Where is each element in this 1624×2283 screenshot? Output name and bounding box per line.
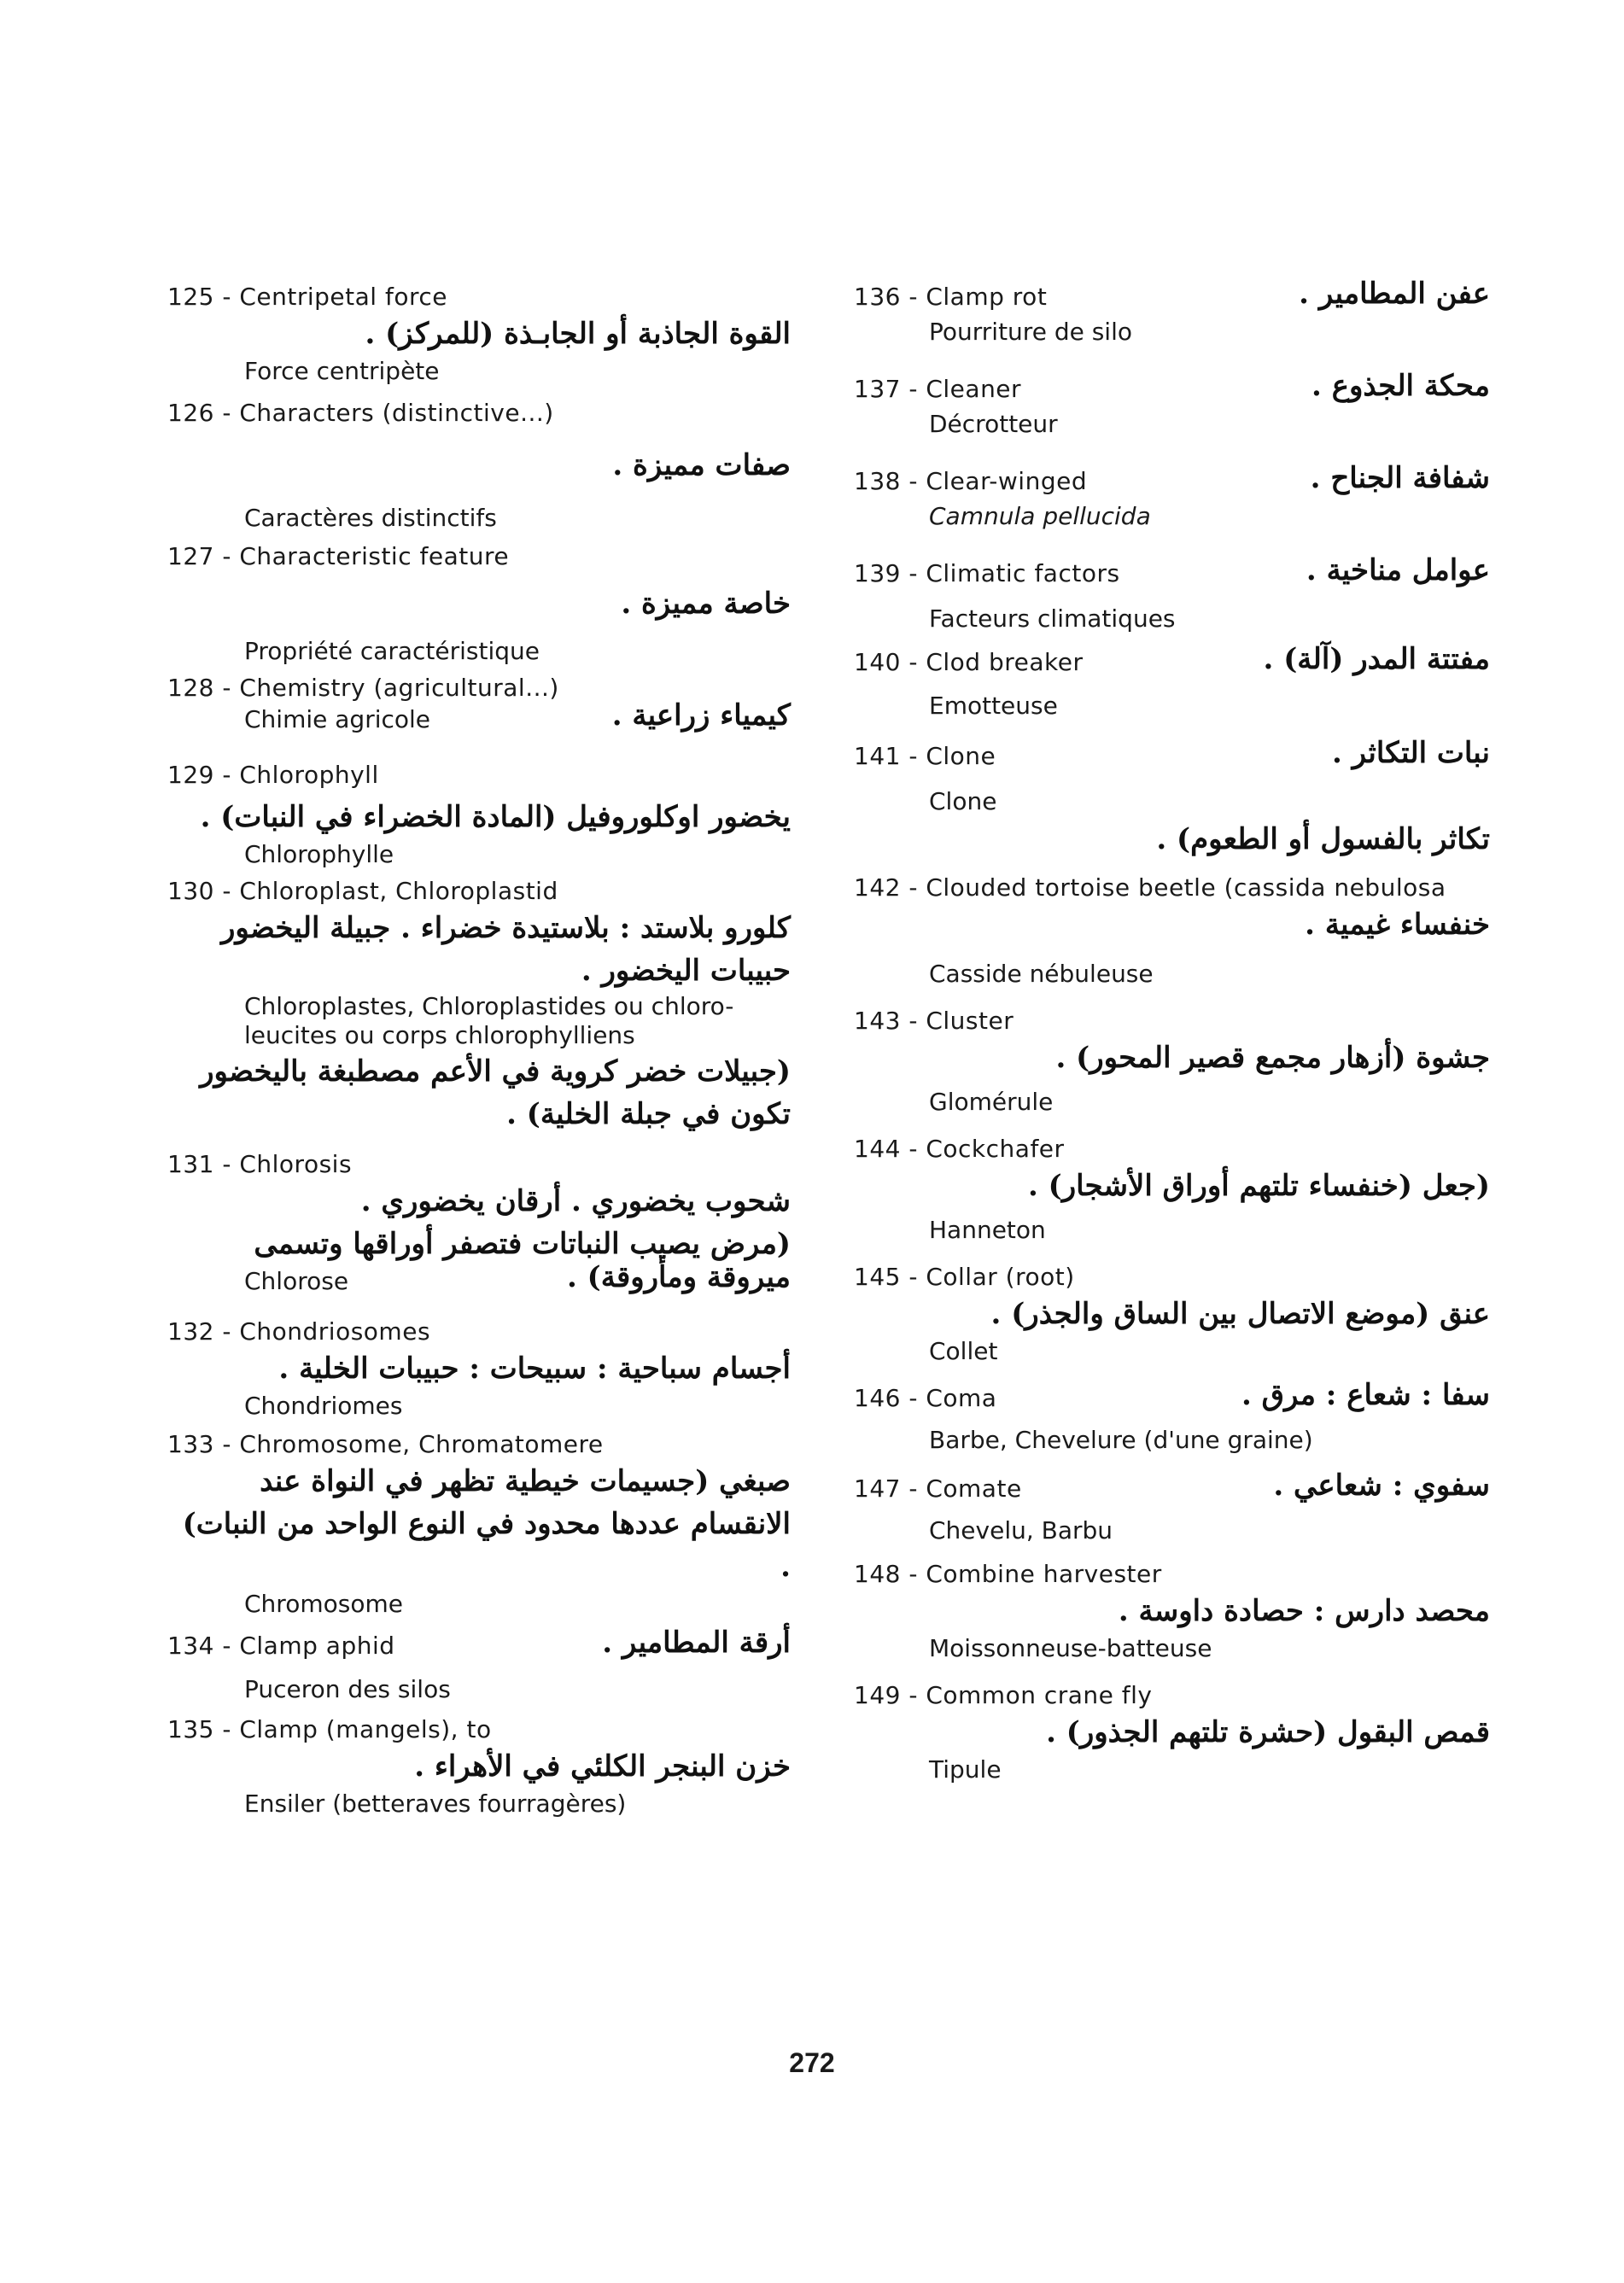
entry-139 [854,553,1490,635]
entry-french: Collet [929,1337,998,1365]
entry-140 [854,642,1490,722]
entry-142 [854,873,1490,990]
entry-french: Décrotteur [929,410,1058,438]
entry-arabic: صبغي (جسيمات خيطية تظهر في النواة عند الانقسام عددها محدود في النوع الواحد من النبات) . [182,1464,791,1584]
entry-term: 133 - Chromosome, Chromatomere [167,1430,604,1458]
entry-138-line [854,461,1490,500]
entry-131-line [167,1260,791,1303]
entry-term: 146 - Coma [854,1384,997,1412]
entry-arabic: سفوي : شعاعي . [1273,1468,1490,1503]
entry-147-line [854,1468,1490,1508]
entry-arabic: محصد دارس : حصادة داوسة . [1118,1594,1490,1628]
entry-french: Chloroplastes, Chloroplastides ou chloro-leucites ou corps chlorophylliens [244,992,734,1049]
entry-133 [167,1429,791,1620]
entry-french: Hanneton [929,1216,1046,1244]
entry-french: Glomérule [929,1088,1054,1116]
entry-term: 126 - Characters (distinctive...) [167,399,554,427]
entry-term: 145 - Collar (root) [854,1263,1075,1291]
entry-136 [854,277,1490,348]
entry-arabic: جشوة (أزهار مجمع قصير المحور) . [1055,1041,1490,1075]
entry-arabic: قمص البقول (حشرة تلتهم الجذور) . [1046,1715,1490,1749]
entry-french: Tipule [929,1755,1002,1784]
entry-126 [167,398,791,534]
entry-term: 128 - Chemistry (agricultural...) [167,674,559,702]
entry-144 [854,1134,1490,1247]
entry-term: 129 - Chlorophyll [167,761,379,789]
entry-french: Chimie agricole [244,705,431,733]
entry-french: Clone [929,787,997,815]
entry-term: 132 - Chondriosomes [167,1317,431,1346]
entry-french: Emotteuse [929,692,1058,720]
entry-128-line [167,698,791,741]
entry-arabic: محكة الجذوع . [1311,369,1490,403]
entry-arabic: يخضور اوكلوروفيل (المادة الخضراء في النبات) . [200,800,791,834]
entry-137 [854,369,1490,441]
entry-134 [167,1626,791,1706]
entry-arabic: عوامل مناخية . [1306,553,1490,587]
entry-130 [167,876,791,1136]
entry-french: Moissonneuse-batteuse [929,1634,1212,1662]
entry-arabic: عنق (موضع الاتصال بين الساق والجذر) . [990,1297,1490,1331]
entry-term: 142 - Clouded tortoise beetle (cassida nebulosa [854,873,1446,902]
entry-137-line [854,369,1490,408]
entry-term: 138 - Clear-winged [854,467,1088,495]
entry-term: 125 - Centripetal force [167,283,447,311]
entry-arabic: القوة الجاذبة أو الجابـذة (للمركز) . [365,317,791,351]
entry-arabic: خنفساء غيمية . [1305,908,1490,942]
entry-french: Ensiler (betteraves fourragères) [244,1790,627,1818]
entry-french: Facteurs climatiques [929,604,1176,633]
entry-arabic: كلورو بلاستد : بلاستيدة خضراء . جبيلة اليخضور حبيبات اليخضور . [220,911,791,988]
page-number: 272 [789,2047,835,2078]
entry-arabic: سفا : شعاع : مرق . [1241,1378,1490,1412]
entry-french: Puceron des silos [244,1675,451,1703]
entry-arabic-note: (جبيلات خضر كروية في الأعم مصطبغة باليخضور تكون في جبلة الخلية) . [200,1054,791,1131]
entry-term: 127 - Characteristic feature [167,542,510,570]
entry-134-line [167,1626,791,1665]
entry-french: Camnula pellucida [929,502,1151,530]
entry-term: 136 - Clamp rot [854,283,1048,311]
entry-french: Propriété caractéristique [244,637,540,665]
entry-138 [854,461,1490,533]
entry-term: 134 - Clamp aphid [167,1632,395,1660]
entry-french: Barbe, Chevelure (d'une graine) [929,1426,1313,1454]
entry-french: Force centripète [244,357,440,385]
entry-term: 149 - Common crane fly [854,1681,1153,1709]
entry-125 [167,282,791,388]
entry-term: 130 - Chloroplast, Chloroplastid [167,877,558,905]
entry-arabic: صفات مميزة . [612,448,791,482]
entry-149 [854,1680,1490,1786]
entry-french: Chondriomes [244,1392,403,1420]
entry-127 [167,541,791,668]
entry-129 [167,760,791,871]
entry-arabic: نبات التكاثر . [1331,736,1490,770]
entry-arabic: كيمياء زراعية . [611,698,791,733]
entry-141-line [854,736,1490,775]
entry-141 [854,736,1490,861]
entry-term: 144 - Cockchafer [854,1135,1065,1163]
entry-term: 148 - Combine harvester [854,1560,1162,1588]
entry-term: 140 - Clod breaker [854,648,1084,676]
entry-128 [167,673,791,741]
entry-term: 131 - Chlorosis [167,1150,353,1178]
entry-term: 141 - Clone [854,742,996,770]
entry-term: 147 - Comate [854,1474,1022,1503]
entry-arabic-note: تكاثر بالفسول أو الطعوم) . [1156,822,1490,856]
entry-arabic-note-end: ميروقة ومأروقة) . [566,1260,791,1294]
entry-french: Pourriture de silo [929,318,1132,346]
entry-term: 137 - Cleaner [854,375,1022,403]
entry-136-line [854,277,1490,316]
entry-french: Caractères distinctifs [244,504,497,532]
entry-131 [167,1149,791,1303]
entry-term: 143 - Cluster [854,1007,1014,1035]
entry-french: Casside nébuleuse [929,960,1154,988]
entry-french: Chlorose [244,1267,349,1295]
entry-135 [167,1714,791,1820]
entry-arabic: شفافة الجناح . [1310,461,1490,495]
entry-arabic: (جعل (خنفساء تلتهم أوراق الأشجار) . [1027,1169,1490,1203]
entry-146 [854,1378,1490,1457]
entry-146-line [854,1378,1490,1417]
entry-arabic: عفن المطامير . [1299,277,1490,311]
entry-french: Chromosome [244,1590,403,1618]
entry-148 [854,1559,1490,1665]
entry-arabic: مفتتة المدر (آلة) . [1263,642,1490,676]
entry-arabic-note: (مرض يصيب النباتات فتصفر أوراقها وتسمى [254,1227,791,1261]
entry-132 [167,1317,791,1422]
entry-145 [854,1262,1490,1368]
entry-139-line [854,553,1490,593]
entry-french: Chevelu, Barbu [929,1516,1113,1544]
entry-147 [854,1468,1490,1547]
entry-143 [854,1006,1490,1118]
entry-arabic: خزن البنجر الكلئي في الأهراء . [414,1749,791,1784]
entry-arabic: شحوب يخضوري . أرقان يخضوري . [360,1184,791,1218]
entry-140-line [854,642,1490,681]
entry-term: 135 - Clamp (mangels), to [167,1715,492,1743]
entry-arabic: أجسام سباحية : سبيحات : حبيبات الخلية . [278,1352,791,1386]
right-column [854,277,1490,1786]
left-column [167,282,791,1820]
entry-arabic: خاصة مميزة . [621,587,791,621]
entry-french: Chlorophylle [244,840,394,868]
entry-term: 139 - Climatic factors [854,559,1120,587]
entry-arabic: أرقة المطامير . [602,1626,791,1660]
